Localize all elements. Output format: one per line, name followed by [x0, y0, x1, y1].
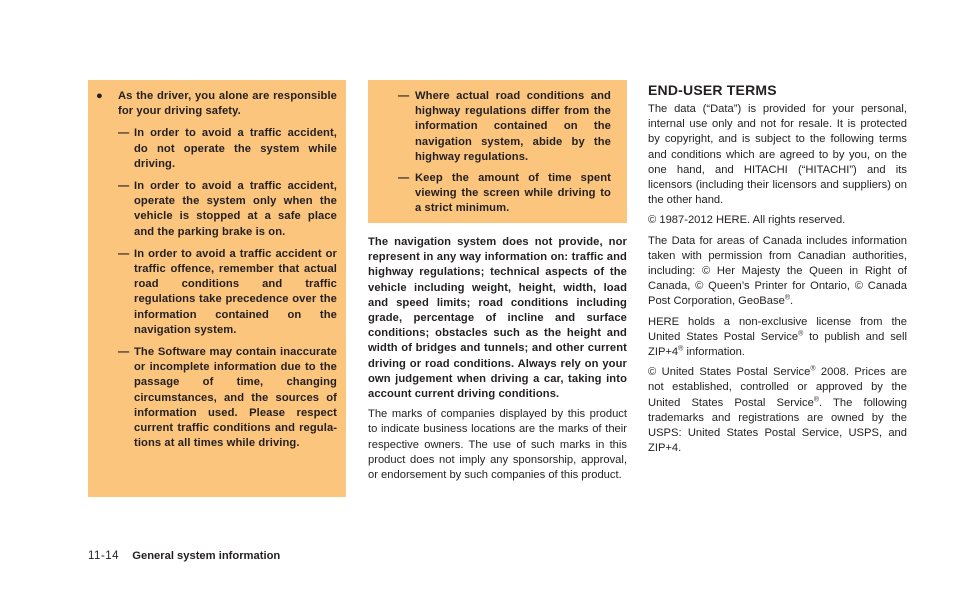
dash-item-text: Keep the amount of time spent viewing the screen while driving to a strict minimum.	[415, 172, 611, 215]
canada-data-paragraph: The Data for areas of Canada includes information taken with permission from Canadian authorities, including: © Her Majesty the Queen in Right of Canada, © Queen’s Printer for Ontario, © Canada Post Corporation, GeoBase®.	[648, 234, 907, 308]
dash-icon: —	[118, 346, 130, 359]
dash-item	[380, 171, 611, 217]
dash-item-text: Where actual road conditions and highway regulations differ from the information contained on the navigation system, abide by the highway regulations.	[415, 90, 611, 163]
page-number: 11-14	[88, 550, 120, 562]
copyright-line: © 1987-2012 HERE. All rights reserved.	[648, 214, 846, 227]
bullet-item	[96, 89, 337, 119]
page-footer	[88, 550, 280, 562]
dash-item-text: In order to avoid a traffic accident or traffic offence, remember that actual road conditions and traffic regulations take precedence over the information contained on the navigation system.	[134, 247, 337, 336]
dash-item-text: The Software may contain inaccurate or incomplete information due to the passage of time, changing circumstances, and the sources of information used. Please respect current traffic conditions and regulations at all times while driving.	[134, 346, 337, 450]
here-license-paragraph: HERE holds a non-exclusive license from the United States Postal Service® to publish and sell ZIP+4® information.	[648, 315, 908, 359]
dash-item	[96, 345, 337, 451]
warning-box-driver-safety	[88, 80, 346, 497]
end-user-terms-section	[648, 82, 907, 461]
section-title: General system information	[132, 550, 281, 562]
column-2-text	[368, 235, 627, 483]
dash-icon: —	[398, 90, 410, 102]
dash-item-text: In order to avoid a traffic accident, operate the system only when the vehicle is stopped at a safe place and the parking brake is on.	[134, 180, 337, 238]
navigation-disclaimer-paragraph: The navigation system does not provide, nor represent in any way information on: traffic and highway regulations; technical aspects of the vehicle including weight, height, width, load and speed limits; road conditions including grade, percentage of incline and surface conditions; obstacles such as the height and width of bridges and tunnels; and other current driving or road conditions. Always rely on your own judgement when driving a car, taking into account current driving conditions.	[368, 236, 627, 401]
dash-icon: —	[118, 247, 130, 260]
dash-icon: —	[398, 172, 410, 185]
section-heading: END-USER TERMS	[648, 82, 777, 98]
terms-paragraph: The data (“Data”) is provided for your personal, internal use only and not for resale. It is protected by copyright, and is subject to the following terms and conditions which are agreed to by you, on the one hand, and HITACHI (“HITACHI”) and its licensors (including their licensors and suppliers) on the other hand.	[648, 103, 907, 207]
dash-item	[96, 179, 337, 240]
dash-icon: —	[118, 127, 130, 140]
marks-paragraph: The marks of companies displayed by this product to indicate business locations are the marks of their respective owners. The use of such marks in this product does not imply any sponsorship, approval, or endorsement by such companies of this product.	[368, 408, 627, 482]
dash-item-text: In order to avoid a traffic accident, do not operate the system while driving.	[134, 127, 337, 170]
bullet-icon: ●	[96, 90, 103, 102]
dash-item	[96, 126, 337, 172]
bullet-text: As the driver, you alone are responsible for your driving safety.	[118, 90, 337, 118]
dash-item	[380, 89, 611, 165]
usps-paragraph: © United States Postal Service® 2008. Prices are not established, controlled or approved by the United States Postal Service®. The following trademarks and registrations are owned by the USPS: United States Postal Service, USPS, and ZIP+4.	[648, 365, 907, 455]
dash-icon: —	[118, 180, 130, 193]
dash-item	[96, 247, 337, 338]
warning-box-regulations	[368, 80, 627, 223]
